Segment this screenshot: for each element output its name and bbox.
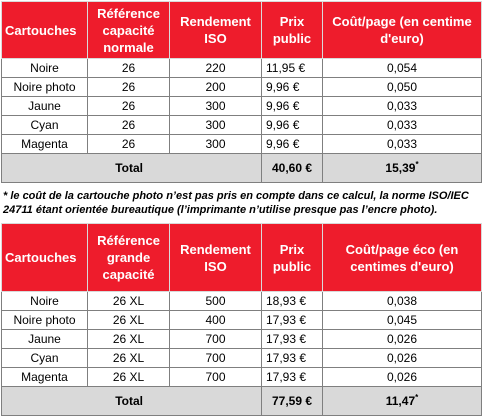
price-cell: 17,93 € <box>262 368 323 387</box>
cost-cell: 0,033 <box>323 97 482 116</box>
yield-cell: 200 <box>170 78 262 97</box>
price-cell: 9,96 € <box>262 116 323 135</box>
yield-cell: 300 <box>170 135 262 154</box>
reference-cell: 26 XL <box>88 330 170 349</box>
normal-capacity-table <box>1 1 482 183</box>
reference-cell: 26 <box>88 59 170 78</box>
reference-cell: 26 <box>88 135 170 154</box>
total-cost-value: 15,39 <box>385 161 416 175</box>
reference-cell: 26 <box>88 116 170 135</box>
cartridge-name: Noire photo <box>2 78 88 97</box>
header-prix: Prix public <box>262 224 323 292</box>
table-row <box>2 59 482 78</box>
cartridge-name: Jaune <box>2 97 88 116</box>
table-row <box>2 116 482 135</box>
total-label: Total <box>2 387 262 416</box>
table-row <box>2 292 482 311</box>
yield-cell: 500 <box>170 292 262 311</box>
cartridge-name: Noire <box>2 59 88 78</box>
total-row <box>2 387 482 416</box>
yield-cell: 400 <box>170 311 262 330</box>
header-cout-page: Coût/page (en centime d'euro) <box>323 2 482 59</box>
cost-cell: 0,026 <box>323 330 482 349</box>
footnote-mark: * <box>415 393 419 402</box>
total-cost-value: 11,47 <box>385 394 416 408</box>
footnote-mark: * <box>415 160 419 169</box>
reference-cell: 26 XL <box>88 311 170 330</box>
cost-cell: 0,045 <box>323 311 482 330</box>
reference-cell: 26 XL <box>88 292 170 311</box>
price-cell: 9,96 € <box>262 135 323 154</box>
cartridge-name: Jaune <box>2 330 88 349</box>
table-row <box>2 97 482 116</box>
yield-cell: 300 <box>170 97 262 116</box>
price-cell: 18,93 € <box>262 292 323 311</box>
header-row <box>2 2 482 59</box>
cartridge-name: Cyan <box>2 116 88 135</box>
header-cartouches: Cartouches <box>2 224 88 292</box>
cost-cell: 0,033 <box>323 116 482 135</box>
header-rendement: Rendement ISO <box>170 224 262 292</box>
price-cell: 17,93 € <box>262 330 323 349</box>
header-reference: Référence grande capacité <box>88 224 170 292</box>
header-cartouches: Cartouches <box>2 2 88 59</box>
header-cout-page-eco: Coût/page éco (en centimes d'euro) <box>323 224 482 292</box>
header-reference: Référence capacité normale <box>88 2 170 59</box>
header-rendement: Rendement ISO <box>170 2 262 59</box>
table-row <box>2 349 482 368</box>
table-row <box>2 78 482 97</box>
cost-cell: 0,038 <box>323 292 482 311</box>
yield-cell: 220 <box>170 59 262 78</box>
total-price: 77,59 € <box>262 387 323 416</box>
footnote: * le coût de la cartouche photo n’est pas pris en compte dans ce calcul, la norme ISO/IEC 24711 étant orientée bureautique (l’imprimante n’utilise presque pas l’encre photo). <box>3 190 469 216</box>
cost-cell: 0,033 <box>323 135 482 154</box>
table-row <box>2 330 482 349</box>
total-label: Total <box>2 154 262 183</box>
cartridge-name: Magenta <box>2 368 88 387</box>
table-row <box>2 135 482 154</box>
yield-cell: 300 <box>170 116 262 135</box>
cartridge-name: Magenta <box>2 135 88 154</box>
price-cell: 11,95 € <box>262 59 323 78</box>
table-row <box>2 368 482 387</box>
reference-cell: 26 <box>88 78 170 97</box>
cartridge-name: Noire <box>2 292 88 311</box>
yield-cell: 700 <box>170 368 262 387</box>
table-row <box>2 311 482 330</box>
price-cell: 9,96 € <box>262 78 323 97</box>
reference-cell: 26 XL <box>88 349 170 368</box>
total-price: 40,60 € <box>262 154 323 183</box>
total-row <box>2 154 482 183</box>
high-capacity-table <box>1 223 482 416</box>
header-prix: Prix public <box>262 2 323 59</box>
total-cost <box>323 387 482 416</box>
price-cell: 17,93 € <box>262 349 323 368</box>
price-cell: 9,96 € <box>262 97 323 116</box>
cartridge-name: Noire photo <box>2 311 88 330</box>
cost-cell: 0,026 <box>323 349 482 368</box>
reference-cell: 26 <box>88 97 170 116</box>
total-cost <box>323 154 482 183</box>
yield-cell: 700 <box>170 349 262 368</box>
yield-cell: 700 <box>170 330 262 349</box>
reference-cell: 26 XL <box>88 368 170 387</box>
cost-cell: 0,026 <box>323 368 482 387</box>
cost-cell: 0,054 <box>323 59 482 78</box>
header-row <box>2 224 482 292</box>
cost-cell: 0,050 <box>323 78 482 97</box>
price-cell: 17,93 € <box>262 311 323 330</box>
cartridge-name: Cyan <box>2 349 88 368</box>
